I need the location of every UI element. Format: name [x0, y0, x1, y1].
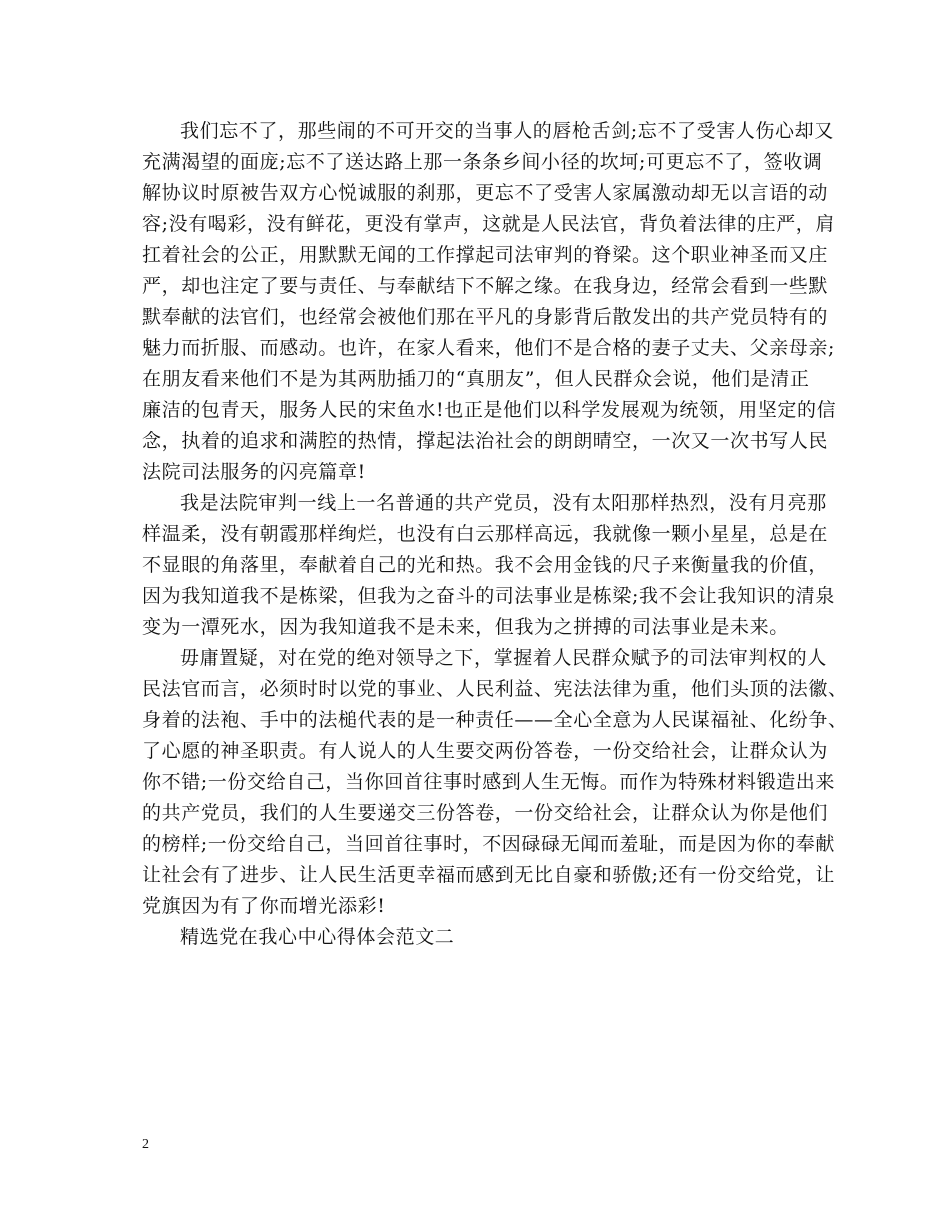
text-line: 默奉献的法官们，也经常会被他们那在平凡的身影背后散发出的共产党员特有的: [142, 306, 829, 328]
text-line: 我是法院审判一线上一名普通的共产党员，没有太阳那样热烈，没有月亮那: [180, 492, 827, 514]
paragraph-3: [142, 643, 848, 922]
text-line: 让社会有了进步、让人民生活更幸福而感到无比自豪和骄傲;还有一份交给党，让: [142, 864, 836, 886]
text-line: 念，执着的追求和满腔的热情，撑起法治社会的朗朗晴空，一次又一次书写人民: [142, 430, 829, 452]
text-line: 在朋友看来他们不是为其两肋插刀的“真朋友”，但人民群众会说，他们是清正: [142, 368, 810, 390]
text-line: 的共产党员，我们的人生要递交三份答卷，一份交给社会，让群众认为你是他们: [142, 802, 829, 824]
text-line: 廉洁的包青天，服务人民的宋鱼水!也正是他们以科学发展观为统领，用坚定的信: [142, 399, 837, 421]
paragraph-2: [142, 488, 836, 643]
text-line: 充满渴望的面庞;忘不了送达路上那一条条乡间小径的坎坷;可更忘不了，签收调: [142, 151, 823, 173]
text-line: 毋庸置疑，对在党的绝对领导之下，掌握着人民群众赋予的司法审判权的人: [180, 647, 827, 669]
text-line: 身着的法袍、手中的法槌代表的是一种责任——全心全意为人民谋福祉、化纷争、: [142, 709, 848, 731]
text-line: 不显眼的角落里，奉献着自己的光和热。我不会用金钱的尺子来衡量我的价值，: [142, 554, 829, 576]
text-line: 你不错;一份交给自己，当你回首往事时感到人生无悔。而作为特殊材料锻造出来: [142, 771, 836, 793]
text-line: 的榜样;一份交给自己，当回首往事时，不因碌碌无闻而羞耻，而是因为你的奉献: [142, 833, 836, 855]
text-line: 变为一潭死水，因为我知道我不是未来，但我为之拼搏的司法事业是未来。: [142, 616, 789, 638]
text-line: 样温柔，没有朝霞那样绚烂，也没有白云那样高远，我就像一颗小星星，总是在: [142, 523, 829, 545]
document-body: [142, 116, 848, 953]
text-line: 解协议时原被告双方心悦诚服的刹那，更忘不了受害人家属激动却无以言语的动: [142, 182, 829, 204]
text-line: 党旗因为有了你而增光添彩!: [142, 895, 386, 917]
text-line: 扛着社会的公正，用默默无闻的工作撑起司法审判的脊梁。这个职业神圣而又庄: [142, 244, 829, 266]
section-subheading: 精选党在我心中心得体会范文二: [180, 926, 455, 948]
text-line: 了心愿的神圣职责。有人说人的人生要交两份答卷，一份交给社会，让群众认为: [142, 740, 829, 762]
text-line: 魅力而折服、而感动。也许，在家人看来，他们不是合格的妻子丈夫、父亲母亲;: [142, 337, 836, 359]
text-line: 因为我知道我不是栋梁，但我为之奋斗的司法事业是栋梁;我不会让我知识的清泉: [142, 585, 836, 607]
text-line: 我们忘不了，那些闹的不可开交的当事人的唇枪舌剑;忘不了受害人伤心却又: [180, 120, 834, 142]
text-line: 容;没有喝彩，没有鲜花，更没有掌声，这就是人民法官，背负着法律的庄严，肩: [142, 213, 836, 235]
paragraph-1: [142, 116, 837, 488]
text-line: 法院司法服务的闪亮篇章!: [142, 461, 366, 483]
text-line: 严，却也注定了要与责任、与奉献结下不解之缘。在我身边，经常会看到一些默: [142, 275, 829, 297]
text-line: 民法官而言，必须时时以党的事业、人民利益、宪法法律为重，他们头顶的法徽、: [142, 678, 848, 700]
page-number: 2: [142, 1137, 149, 1152]
